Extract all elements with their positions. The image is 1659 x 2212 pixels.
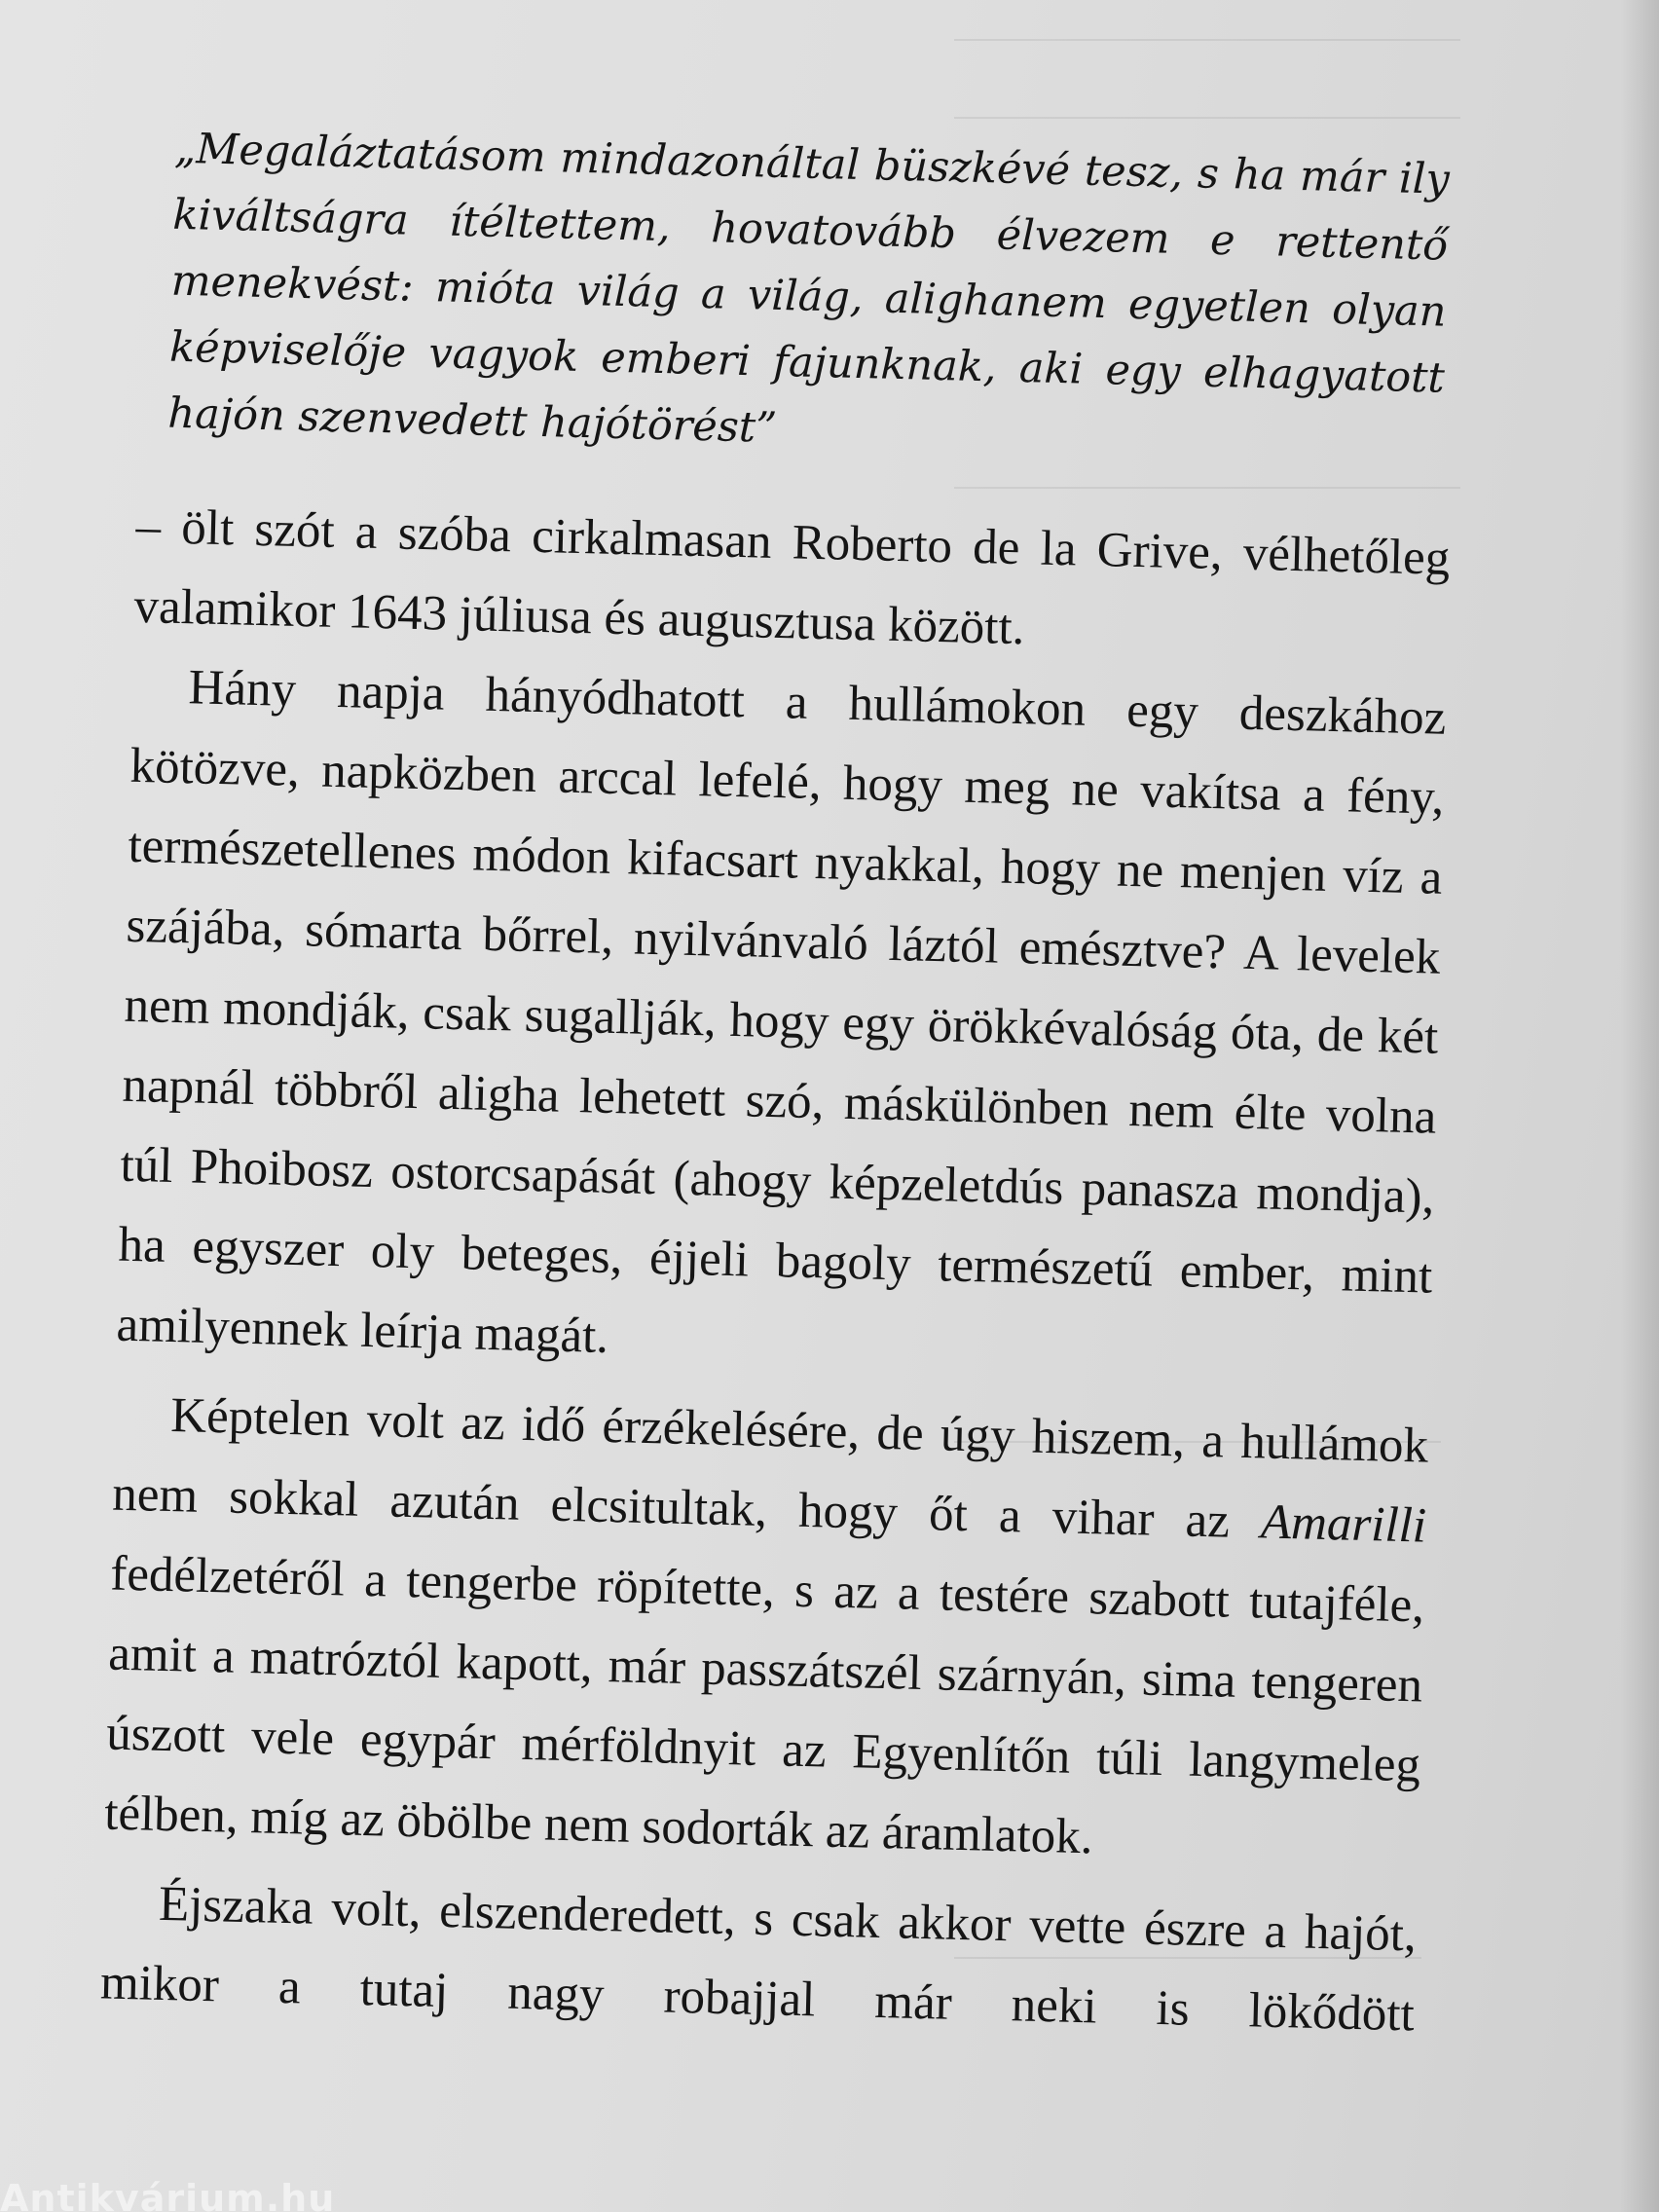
paragraph-3-lead: Képtelen volt az idő érzékelésére, de úgy hiszem, a hullámok nem sokkal azután elcsitultak, hogy őt a vihar az	[111, 1388, 1429, 1549]
page-edge-shadow	[1620, 0, 1659, 2212]
bleed-through-line	[954, 39, 1460, 41]
page-text	[99, 115, 1459, 2054]
watermark: Antikvárium.hu	[0, 2177, 336, 2212]
paragraph-2: Hány napja hányódhatott a hullámokon egy deszkához kötözve, napközben arccal lefelé, hogy meg ne vakítsa a fény, természetellenes módon kifacsart nyakkal, hogy ne menjen víz a szájába, sómarta bőrrel, nyilvánvaló láztól emésztve? A levelek nem mondják, csak sugallják, hogy egy örökkévalóság óta, de két napnál többről aligha lehetett szó, máskülönben nem élte volna túl Phoibosz ostorcsapását (ahogy képzeletdús panasza mondja), ha egyszer oly beteges, éjjeli bagoly természetű ember, mint amilyennek leírja magát.	[115, 660, 1447, 1364]
bleed-through-line	[954, 117, 1460, 119]
paragraph-4: Éjszaka volt, elszenderedett, s csak akkor vette észre a hajót, mikor a tutaj nagy robajjal már neki is lökődött	[99, 1876, 1418, 2043]
ship-name: Amarilli	[1260, 1494, 1427, 1554]
paragraph-3	[103, 1375, 1429, 1886]
paragraph-3-rest: fedélzetéről a tengerbe röpítette, s az a testére szabott tutajféle, amit a matróztól kapott, már passzátszél szárnyán, sima tengeren úszott vele egypár mérföldnyit az Egyenlítőn túli langymeleg télben, míg az öbölbe nem sodorták az áramlatok.	[103, 1546, 1425, 1865]
paragraph-1: – ölt szót a szóba cirkalmasan Roberto de la Grive, vélhetőleg valamikor 1643 júliusa és augusztusa között.	[132, 498, 1451, 656]
epigraph-quote: „Megaláztatásom mindazonáltal büszkévé tesz, s ha már ily kiváltságra ítéltettem, hovatovább élvezem e rettentő menekvést: mióta világ a világ, alighanem egyetlen olyan képviselője vagyok emberi fajunknak, aki egy elhagyatott hajón szenvedett hajótörést”	[166, 124, 1451, 453]
